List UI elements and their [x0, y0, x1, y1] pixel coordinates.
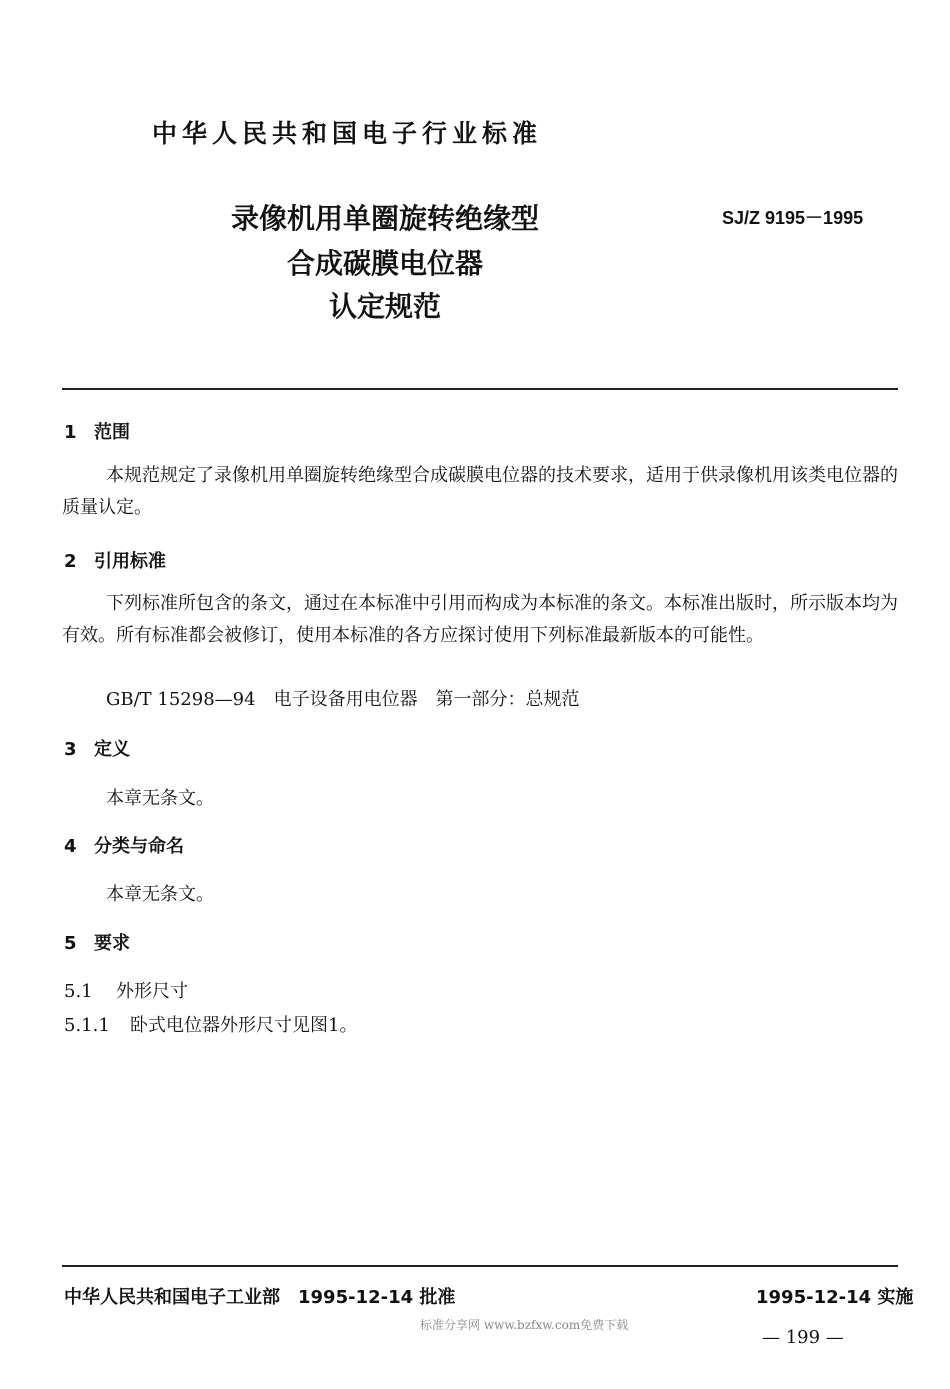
section-5-1-heading [64, 977, 188, 1003]
section-2-reference: GB/T 15298—94 电子设备用电位器 第一部分：总规范 [106, 689, 580, 710]
section-3-number: 3 [64, 739, 77, 760]
approval-line: 中华人民共和国电子工业部 1995-12-14 批准 [64, 1287, 456, 1308]
section-1-number: 1 [64, 422, 77, 443]
section-5-title: 要求 [94, 933, 130, 954]
document-header: 中华人民共和国电子行业标准 [152, 119, 543, 148]
section-3-heading [64, 735, 130, 761]
section-2-title: 引用标准 [94, 551, 166, 572]
section-2-number: 2 [64, 551, 77, 572]
section-5-number: 5 [64, 933, 77, 954]
implementation-date: 1995-12-14 实施 [756, 1287, 914, 1308]
section-1-heading [64, 418, 130, 444]
section-5-1-title: 外形尺寸 [116, 981, 188, 1002]
title-line-1: 录像机用单圈旋转绝缘型 [230, 202, 539, 235]
section-4-heading [64, 832, 184, 858]
section-5-1-1-heading [64, 1011, 357, 1037]
standard-code: SJ/Z 9195－1995 [722, 208, 864, 228]
title-line-2: 合成碳膜电位器 [286, 247, 483, 280]
section-2-heading [64, 547, 166, 573]
page-number: — 199 — [762, 1327, 844, 1348]
section-4-body: 本章无条文。 [106, 884, 214, 905]
section-5-1-1-number: 5.1.1 [64, 1015, 110, 1036]
section-1-body: 本规范规定了录像机用单圈旋转绝缘型合成碳膜电位器的技术要求，适用于供录像机用该类电位器的质量认定。 [62, 465, 898, 518]
top-divider [62, 388, 898, 390]
title-line-3: 认定规范 [328, 290, 441, 323]
section-4-number: 4 [64, 836, 77, 857]
bottom-divider [62, 1265, 898, 1267]
section-2-body: 下列标准所包含的条文，通过在本标准中引用而构成为本标准的条文。本标准出版时，所示版本均为有效。所有标准都会被修订，使用本标准的各方应探讨使用下列标准最新版本的可能性。 [62, 593, 898, 646]
section-5-1-number: 5.1 [64, 981, 93, 1002]
section-3-title: 定义 [94, 739, 130, 760]
watermark-text: 标准分享网 www.bzfxw.com免费下载 [420, 1318, 629, 1332]
section-4-title: 分类与命名 [94, 836, 184, 857]
section-5-1-1-title: 卧式电位器外形尺寸见图1。 [130, 1015, 358, 1036]
section-1-title: 范围 [94, 422, 130, 443]
section-5-heading [64, 929, 130, 955]
section-3-body: 本章无条文。 [106, 788, 214, 809]
